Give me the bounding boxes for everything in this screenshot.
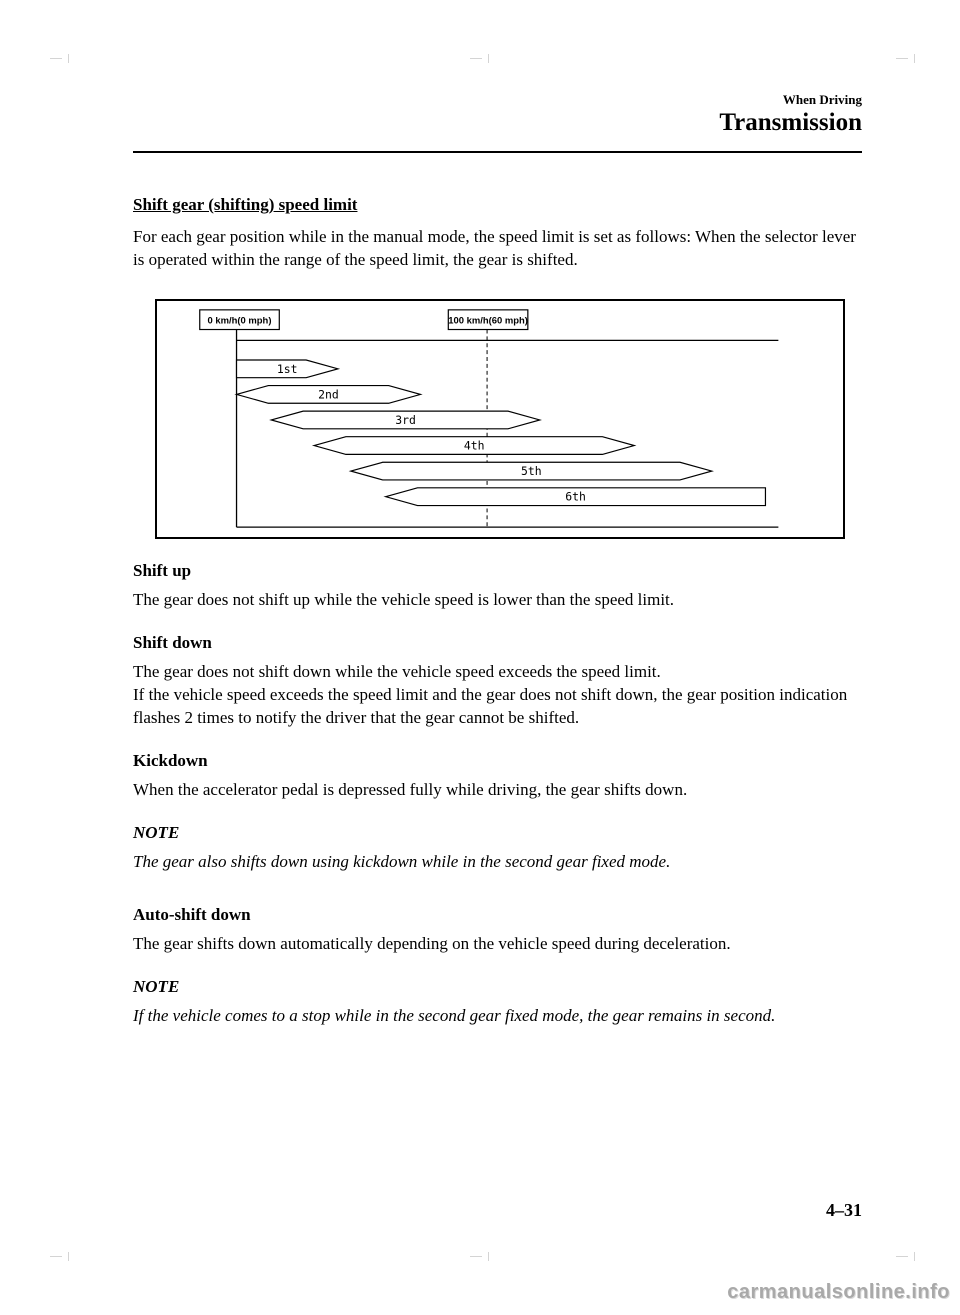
crop-mark — [896, 1252, 918, 1261]
shift-diagram-svg — [157, 301, 843, 537]
page-number: 4–31 — [826, 1200, 862, 1220]
crop-mark — [50, 1252, 72, 1261]
watermark: carmanualsonline.info — [727, 1281, 950, 1303]
section-paragraph: The gear does not shift up while the vehicle speed is lower than the speed limit. — [133, 590, 675, 609]
section-paragraph: The gear does not shift down while the vehicle speed exceeds the speed limit. — [133, 662, 661, 681]
content-area — [133, 193, 862, 1027]
crop-mark — [50, 54, 72, 63]
note-block — [133, 821, 862, 873]
header-rule — [133, 151, 862, 153]
shift-speed-diagram — [155, 299, 845, 539]
section-title: NOTE — [133, 977, 180, 996]
section-title: Auto-shift down — [133, 905, 251, 924]
section-title: Shift down — [133, 633, 212, 652]
section-paragraph: The gear also shifts down using kickdown while in the second gear fixed mode. — [133, 852, 671, 871]
page-header — [133, 92, 862, 138]
crop-mark — [896, 54, 918, 63]
crop-mark — [470, 54, 492, 63]
gear-label: 5th — [520, 464, 542, 479]
gear-label: 3rd — [395, 412, 416, 427]
crop-mark — [470, 1252, 492, 1261]
note-block — [133, 975, 862, 1027]
sections-container — [133, 559, 862, 1027]
gear-label: 2nd — [318, 387, 339, 402]
section-paragraph: When the accelerator pedal is depressed fully while driving, the gear shifts down. — [133, 780, 688, 799]
manual-section — [133, 631, 862, 729]
manual-section — [133, 559, 862, 611]
section-title: NOTE — [133, 823, 180, 842]
manual-section — [133, 749, 862, 801]
article-heading: Shift gear (shifting) speed limit — [133, 195, 358, 214]
section-paragraph: If the vehicle speed exceeds the speed limit and the gear does not shift down, the gear position indication flashes 2 times to notify the driver that the gear cannot be shifted. — [133, 685, 848, 727]
speed-label: 0 km/h(0 mph) — [207, 314, 272, 326]
gear-label: 6th — [565, 489, 586, 504]
header-section-label: When Driving — [782, 92, 862, 107]
section-title: Shift up — [133, 561, 192, 580]
gear-label: 4th — [463, 438, 485, 453]
header-chapter-title: Transmission — [719, 109, 862, 136]
section-title: Kickdown — [133, 751, 208, 770]
section-paragraph: If the vehicle comes to a stop while in the second gear fixed mode, the gear remains in second. — [133, 1006, 776, 1025]
speed-label: 100 km/h(60 mph) — [448, 314, 528, 326]
section-paragraph: The gear shifts down automatically depending on the vehicle speed during deceleration. — [133, 934, 731, 953]
manual-section — [133, 903, 862, 955]
intro-paragraph: For each gear position while in the manual mode, the speed limit is set as follows: When the selector lever is operated within the range of the speed limit, the gear is shifted. — [133, 227, 856, 269]
gear-label: 1st — [276, 361, 298, 376]
